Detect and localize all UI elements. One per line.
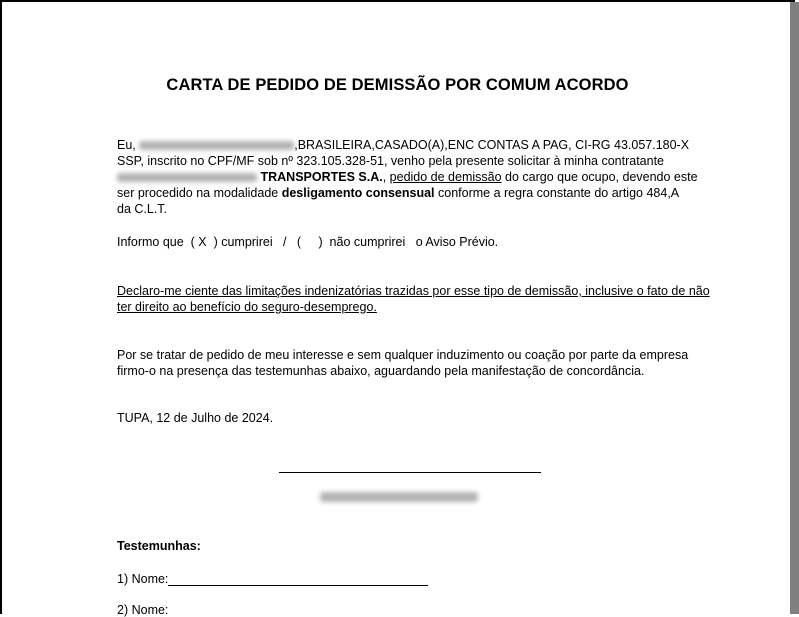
- p1-line5: da C.L.T.: [117, 202, 168, 216]
- witness-1-line: [168, 573, 428, 586]
- witness-1-label: 1) Nome:: [117, 572, 169, 586]
- p1-line4-b: conforme a regra constante do artigo 484,A: [434, 186, 680, 200]
- signature-line: [279, 472, 541, 473]
- witness-2-label: 2) Nome:: [117, 603, 169, 617]
- interest-paragraph: Por se tratar de pedido de meu interesse e sem qualquer induzimento ou coação por parte da empresa firmo-o na presença das testemunhas abaixo, aguardando pela manifestação de concordância.: [117, 348, 689, 378]
- p1-after-request: do cargo que ocupo, devendo este: [501, 170, 698, 184]
- p1-after-name: ,BRASILEIRA,CASADO(A),ENC CONTAS A PAG, CI-RG 43.057.180-X: [294, 138, 690, 152]
- witnesses-heading: Testemunhas:: [117, 539, 201, 553]
- request-text: pedido de demissão: [389, 170, 502, 184]
- notice-paragraph: Informo que ( X ) cumprirei / ( ) não cumprirei o Aviso Prévio.: [117, 235, 499, 249]
- p1-line2: SSP, inscrito no CPF/MF sob nº 323.105.328-51, venho pela presente solicitar à minha contratante: [117, 154, 665, 168]
- redacted-company-name: [117, 173, 257, 182]
- company-suffix: TRANSPORTES S.A.: [257, 170, 383, 184]
- redacted-signer-name: [320, 492, 478, 502]
- date-line: TUPA, 12 de Julho de 2024.: [117, 411, 274, 425]
- declaration-paragraph: Declaro-me ciente das limitações indenizatórias trazidas por esse tipo de demissão, inclusive o fato de não ter direito ao benefício do seguro-desemprego.: [117, 284, 710, 314]
- document-title: CARTA DE PEDIDO DE DEMISSÃO POR COMUM ACORDO: [166, 76, 629, 94]
- p1-comma: ,: [382, 170, 390, 184]
- paragraph-identification: [117, 137, 722, 217]
- page-shadow: [790, 2, 799, 614]
- witness-1: [117, 572, 428, 586]
- p1-prefix: Eu,: [117, 138, 140, 152]
- redacted-employee-name: [139, 141, 294, 150]
- modality-text: desligamento consensual: [281, 186, 435, 200]
- witness-2: [117, 603, 168, 617]
- p1-line4-a: ser procedido na modalidade: [117, 186, 282, 200]
